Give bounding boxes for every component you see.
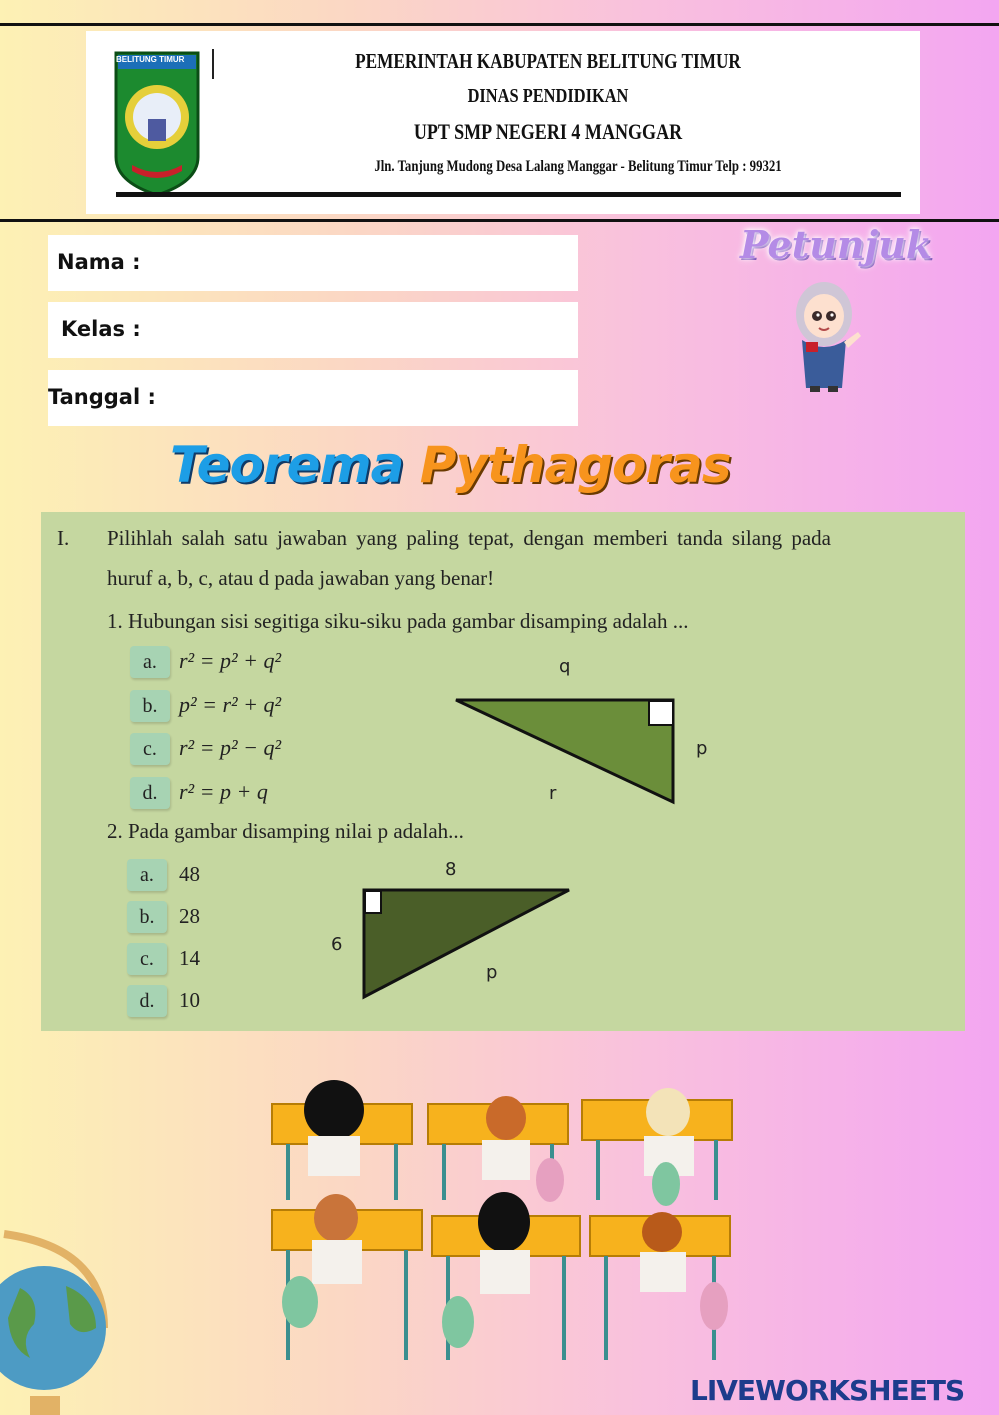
class-field[interactable] [48, 302, 578, 358]
letterhead-rule [116, 192, 901, 197]
worksheet-title [170, 436, 731, 494]
class-label: Kelas : [61, 317, 141, 341]
header-address: Jln. Tanjung Mudong Desa Lalang Manggar - Belitung Timur Telp : 99321 [374, 158, 782, 175]
q1-option-a[interactable]: a. [130, 646, 170, 678]
q1-label-r: r [549, 783, 557, 804]
classroom-students-illustration [268, 1070, 738, 1370]
section-number: I. [57, 526, 70, 550]
q2-option-b[interactable]: b. [127, 901, 167, 933]
title-part-1: Teorema [170, 436, 404, 494]
q2-option-c[interactable]: c. [127, 943, 167, 975]
header-line-1: PEMERINTAH KABUPATEN BELITUNG TIMUR [355, 49, 741, 73]
globe-illustration [0, 1228, 120, 1415]
hijab-girl-illustration [792, 280, 864, 395]
question-panel [41, 512, 965, 1031]
q1-option-b-value: p² = r² + q² [179, 692, 282, 717]
q1-right-triangle [451, 697, 681, 807]
title-part-2: Pythagoras [419, 436, 731, 494]
q2-option-c-value: 14 [179, 946, 200, 970]
name-field[interactable] [48, 235, 578, 291]
q2-right-triangle [359, 885, 574, 1003]
q2-option-d[interactable]: d. [127, 985, 167, 1017]
q1-label-p: p [696, 738, 708, 759]
q1-label-q: q [559, 656, 571, 677]
letterhead [86, 31, 920, 214]
q1-option-d-value: r² = p + q [179, 779, 268, 804]
name-label: Nama : [57, 250, 141, 274]
top-rule [0, 23, 999, 26]
liveworksheets-logo: LIVEWORKSHEETS [690, 1374, 965, 1407]
q2-label-p: p [486, 962, 498, 983]
question-1-text: 1. Hubungan sisi segitiga siku-siku pada gambar disamping adalah ... [107, 609, 689, 633]
instruction-line-2: huruf a, b, c, atau d pada jawaban yang benar! [107, 566, 495, 590]
instruction-line-1: Pilihlah salah satu jawaban yang paling tepat, dengan memberi tanda silang pada [107, 526, 831, 550]
q1-option-b[interactable]: b. [130, 690, 170, 722]
q1-option-d[interactable]: d. [130, 777, 170, 809]
q1-option-c-value: r² = p² − q² [179, 735, 282, 760]
q1-option-c[interactable]: c. [130, 733, 170, 765]
regency-logo-icon [112, 47, 202, 197]
q2-option-a[interactable]: a. [127, 859, 167, 891]
instructions-button[interactable]: Petunjuk [740, 222, 933, 267]
date-label: Tanggal : [48, 385, 156, 409]
q1-option-a-value: r² = p² + q² [179, 648, 282, 673]
q2-label-8: 8 [445, 859, 457, 880]
date-field[interactable] [48, 370, 578, 426]
q2-option-d-value: 10 [179, 988, 200, 1012]
header-line-2: DINAS PENDIDIKAN [467, 85, 629, 107]
q2-option-b-value: 28 [179, 904, 200, 928]
q2-label-6: 6 [331, 934, 343, 955]
header-line-3: UPT SMP NEGERI 4 MANGGAR [413, 119, 683, 144]
q2-option-a-value: 48 [179, 862, 200, 886]
question-2-text: 2. Pada gambar disamping nilai p adalah... [107, 819, 464, 843]
logo-text: BELITUNG TIMUR [116, 55, 185, 64]
